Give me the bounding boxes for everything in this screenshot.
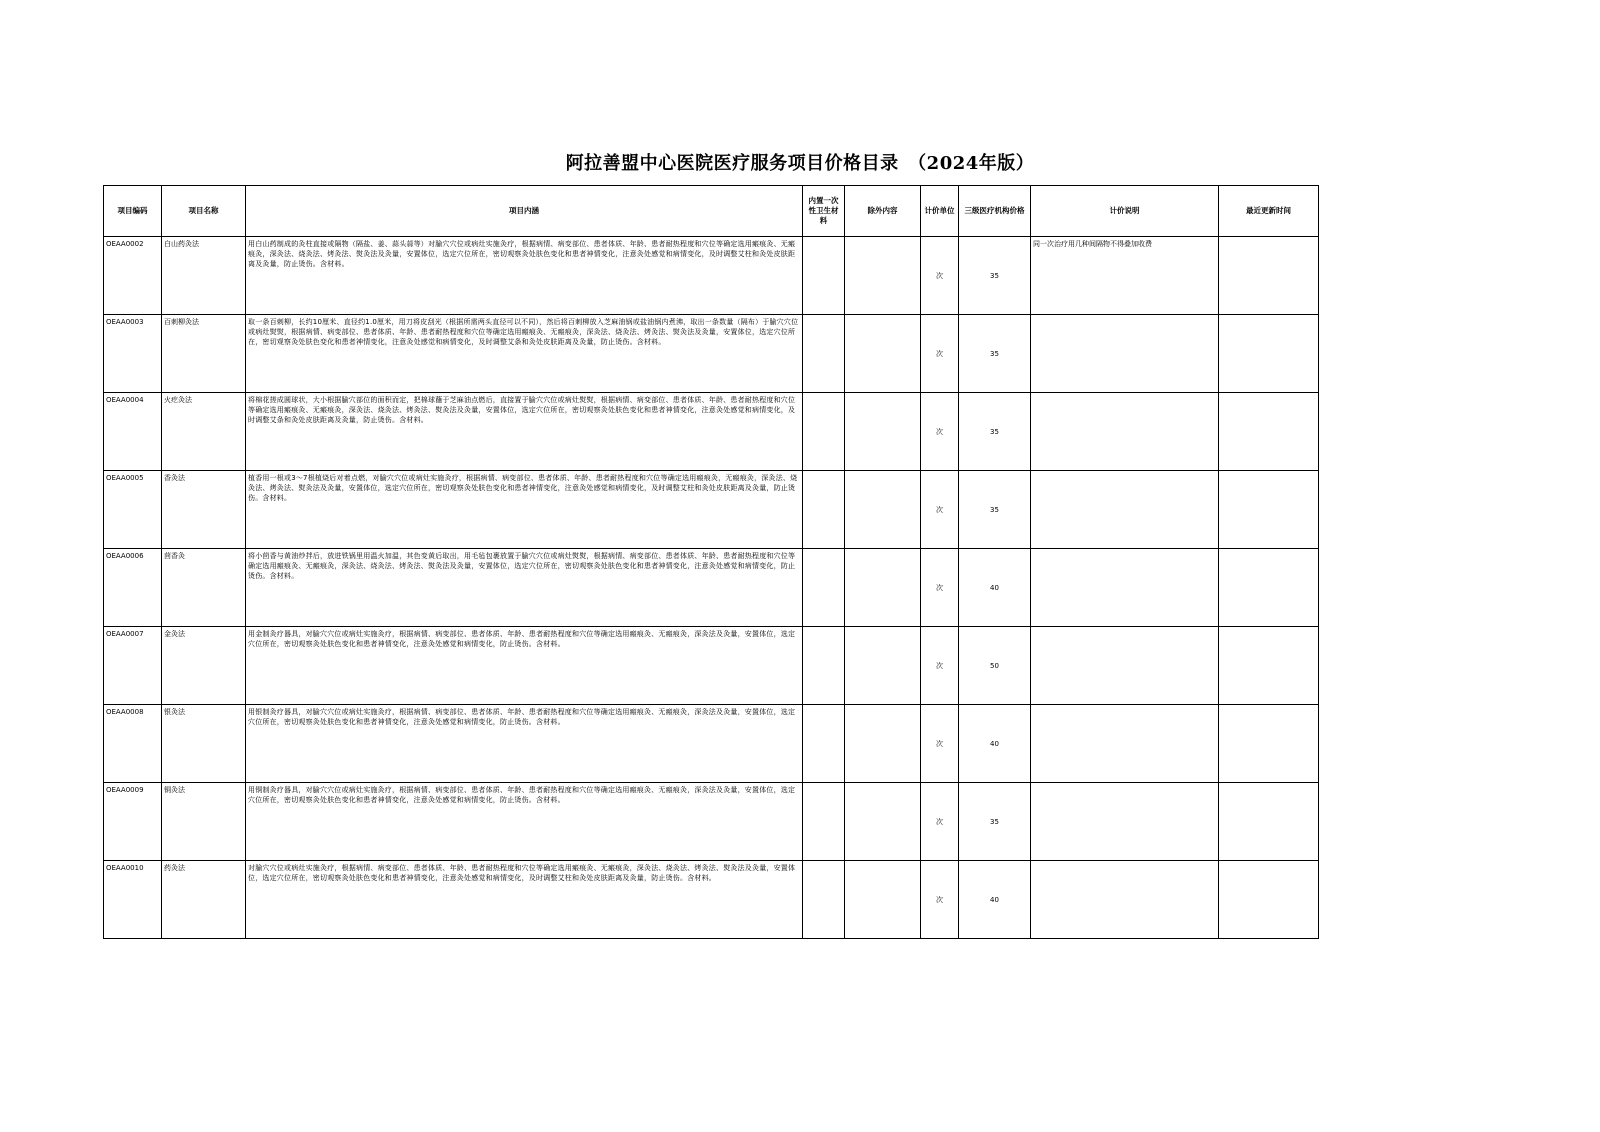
excluded-content — [845, 471, 921, 549]
item-name: 百刺柳灸法 — [162, 315, 246, 393]
updated-time — [1219, 861, 1319, 939]
column-header: 三级医疗机构价格 — [959, 186, 1031, 237]
updated-time — [1219, 627, 1319, 705]
included-materials — [803, 861, 845, 939]
pricing-unit: 次 — [921, 315, 959, 393]
table-row — [104, 861, 1319, 939]
excluded-content — [845, 861, 921, 939]
column-header: 计价单位 — [921, 186, 959, 237]
item-code: OEAA0002 — [104, 237, 162, 315]
column-header: 最近更新时间 — [1219, 186, 1319, 237]
item-code: OEAA0005 — [104, 471, 162, 549]
price: 35 — [959, 315, 1031, 393]
updated-time — [1219, 315, 1319, 393]
column-header: 项目内涵 — [246, 186, 803, 237]
price: 35 — [959, 393, 1031, 471]
updated-time — [1219, 549, 1319, 627]
page-title: 阿拉善盟中心医院医疗服务项目价格目录 （2024年版） — [565, 153, 1035, 174]
item-content: 植香用一根或3～7根植烧后对着点燃，对腧穴穴位或病灶实施灸疗，根据病情、病变部位、患者体质、年龄、患者耐热程度和穴位等确定选用瘢痕灸，无瘢痕灸，深灸法、烧灸法、烤灸法、熨灸法及灸量，安置体位，选定穴位所在，密切观察灸处肤色变化和患者神情变化，注意灸处感觉和病情变化，及时调整艾柱和灸处皮肤距离及灸量，防止烫伤。含材料。 — [246, 471, 803, 549]
price-table — [103, 185, 1319, 939]
item-content: 对腧穴穴位或病灶实施灸疗，根据病情、病变部位、患者体质、年龄、患者耐热程度和穴位等确定选用瘢痕灸、无瘢痕灸，深灸法、烧灸法、烤灸法、熨灸法及灸量，安置体位，选定穴位所在，密切观察灸处肤色变化和患者神情变化，注意灸处感觉和病情变化，及时调整艾柱和灸处皮肤距离及灸量，防止烫伤。含材料。 — [246, 861, 803, 939]
price: 40 — [959, 549, 1031, 627]
table-row — [104, 315, 1319, 393]
updated-time — [1219, 393, 1319, 471]
pricing-unit: 次 — [921, 705, 959, 783]
table-row — [104, 549, 1319, 627]
pricing-note — [1031, 783, 1219, 861]
included-materials — [803, 315, 845, 393]
pricing-note — [1031, 705, 1219, 783]
pricing-note: 同一次治疗用几种间隔物不得叠加收费 — [1031, 237, 1219, 315]
price: 35 — [959, 471, 1031, 549]
pricing-note — [1031, 315, 1219, 393]
item-code: OEAA0003 — [104, 315, 162, 393]
updated-time — [1219, 237, 1319, 315]
item-content: 将棉花搓成圆球状，大小根据腧穴部位的面积而定，把棉球蘸于芝麻油点燃后，直接置于腧穴穴位或病灶熨熨，根据病情、病变部位、患者体质、年龄、患者耐热程度和穴位等确定选用瘢痕灸、无瘢痕灸，深灸法、烧灸法、烤灸法、熨灸法及灸量，安置体位，选定穴位所在，密切观察灸处肤色变化和患者神情变化，注意灸处感觉和病情变化，及时调整艾条和灸处皮肤距离及灸量，防止烫伤。含材料。 — [246, 393, 803, 471]
item-content: 用银制灸疗器具，对腧穴穴位或病灶实施灸疗，根据病情、病变部位、患者体质、年龄、患者耐热程度和穴位等确定选用瘢痕灸、无瘢痕灸，深灸法及灸量，安置体位，选定穴位所在，密切观察灸处肤色变化和患者神情变化，注意灸处感觉和病情变化，防止烫伤。含材料。 — [246, 705, 803, 783]
pricing-note — [1031, 861, 1219, 939]
excluded-content — [845, 705, 921, 783]
pricing-unit: 次 — [921, 237, 959, 315]
included-materials — [803, 783, 845, 861]
included-materials — [803, 471, 845, 549]
item-code: OEAA0010 — [104, 861, 162, 939]
table-header-row — [104, 186, 1319, 237]
pricing-note — [1031, 549, 1219, 627]
item-content: 用金制灸疗器具，对腧穴穴位或病灶实施灸疗，根据病情、病变部位、患者体质、年龄、患者耐热程度和穴位等确定选用瘢痕灸、无瘢痕灸，深灸法及灸量，安置体位，选定穴位所在，密切观察灸处肤色变化和患者神情变化，注意灸处感觉和病情变化，防止烫伤。含材料。 — [246, 627, 803, 705]
table-row — [104, 705, 1319, 783]
item-name: 火疙灸法 — [162, 393, 246, 471]
included-materials — [803, 393, 845, 471]
pricing-unit: 次 — [921, 861, 959, 939]
excluded-content — [845, 627, 921, 705]
item-content: 用铜制灸疗器具，对腧穴穴位或病灶实施灸疗，根据病情、病变部位、患者体质、年龄、患者耐热程度和穴位等确定选用瘢痕灸、无瘢痕灸，深灸法及灸量，安置体位，选定穴位所在，密切观察灸处肤色变化和患者神情变化，注意灸处感觉和病情变化，防止烫伤。含材料。 — [246, 783, 803, 861]
item-code: OEAA0009 — [104, 783, 162, 861]
pricing-unit: 次 — [921, 783, 959, 861]
column-header: 项目编码 — [104, 186, 162, 237]
table-row — [104, 783, 1319, 861]
item-code: OEAA0004 — [104, 393, 162, 471]
price: 40 — [959, 705, 1031, 783]
pricing-note — [1031, 471, 1219, 549]
updated-time — [1219, 783, 1319, 861]
column-header: 内置一次性卫生材料 — [803, 186, 845, 237]
column-header: 除外内容 — [845, 186, 921, 237]
item-code: OEAA0006 — [104, 549, 162, 627]
item-name: 白山药灸法 — [162, 237, 246, 315]
excluded-content — [845, 783, 921, 861]
included-materials — [803, 705, 845, 783]
table-row — [104, 237, 1319, 315]
table-row — [104, 471, 1319, 549]
item-name: 药灸法 — [162, 861, 246, 939]
item-name: 银灸法 — [162, 705, 246, 783]
pricing-unit: 次 — [921, 627, 959, 705]
price: 35 — [959, 783, 1031, 861]
item-content: 用白山药制成的灸柱直接或隔物（隔盐、姜、蒜头蒜等）对腧穴穴位或病灶实施灸疗，根据病情、病变部位、患者体质、年龄、患者耐热程度和穴位等确定选用瘢痕灸、无瘢痕灸，深灸法、烧灸法、烤灸法、熨灸法及灸量，安置体位，选定穴位所在，密切观察灸处肤色变化和患者神情变化，注意灸处感觉和病情变化，及时调整艾柱和灸处皮肤距离及灸量，防止烫伤。含材料。 — [246, 237, 803, 315]
item-code: OEAA0007 — [104, 627, 162, 705]
item-name: 香灸法 — [162, 471, 246, 549]
item-content: 将小茴香与黄油炒拌后，放进铁锅里用温火加温，其色变黄后取出，用毛毡包裹放置于腧穴穴位或病灶熨熨，根据病情、病变部位、患者体质、年龄、患者耐热程度和穴位等确定选用瘢痕灸、无瘢痕灸，深灸法、烧灸法、烤灸法、熨灸法及灸量，安置体位，选定穴位所在，密切观察灸处肤色变化和患者神情变化，注意灸处感觉和病情变化，防止烫伤。含材料。 — [246, 549, 803, 627]
updated-time — [1219, 705, 1319, 783]
pricing-unit: 次 — [921, 549, 959, 627]
price: 35 — [959, 237, 1031, 315]
pricing-note — [1031, 393, 1219, 471]
excluded-content — [845, 393, 921, 471]
updated-time — [1219, 471, 1319, 549]
included-materials — [803, 549, 845, 627]
excluded-content — [845, 237, 921, 315]
item-name: 铜灸法 — [162, 783, 246, 861]
pricing-unit: 次 — [921, 393, 959, 471]
pricing-note — [1031, 627, 1219, 705]
column-header: 项目名称 — [162, 186, 246, 237]
table-row — [104, 393, 1319, 471]
excluded-content — [845, 315, 921, 393]
item-name: 茴香灸 — [162, 549, 246, 627]
price: 40 — [959, 861, 1031, 939]
included-materials — [803, 627, 845, 705]
table-row — [104, 627, 1319, 705]
column-header: 计价说明 — [1031, 186, 1219, 237]
item-name: 金灸法 — [162, 627, 246, 705]
included-materials — [803, 237, 845, 315]
price: 50 — [959, 627, 1031, 705]
excluded-content — [845, 549, 921, 627]
pricing-unit: 次 — [921, 471, 959, 549]
item-code: OEAA0008 — [104, 705, 162, 783]
item-content: 取一条百刺柳，长约10厘米、直径约1.0厘米，用刀将皮刮光（根据所需两头直径可以不同），然后将百刺柳放入芝麻油锅或盐油锅内煮沸，取出一条数量（隔布）于腧穴穴位或病灶熨熨，根据病情、病变部位、患者体质、年龄、患者耐热程度和穴位等确定选用瘢痕灸、无瘢痕灸，深灸法、烧灸法、烤灸法、熨灸法及灸量，安置体位，选定穴位所在，密切观察灸处肤色变化和患者神情变化，注意灸处感觉和病情变化，及时调整艾条和灸处皮肤距离及灸量，防止烫伤。含材料。 — [246, 315, 803, 393]
